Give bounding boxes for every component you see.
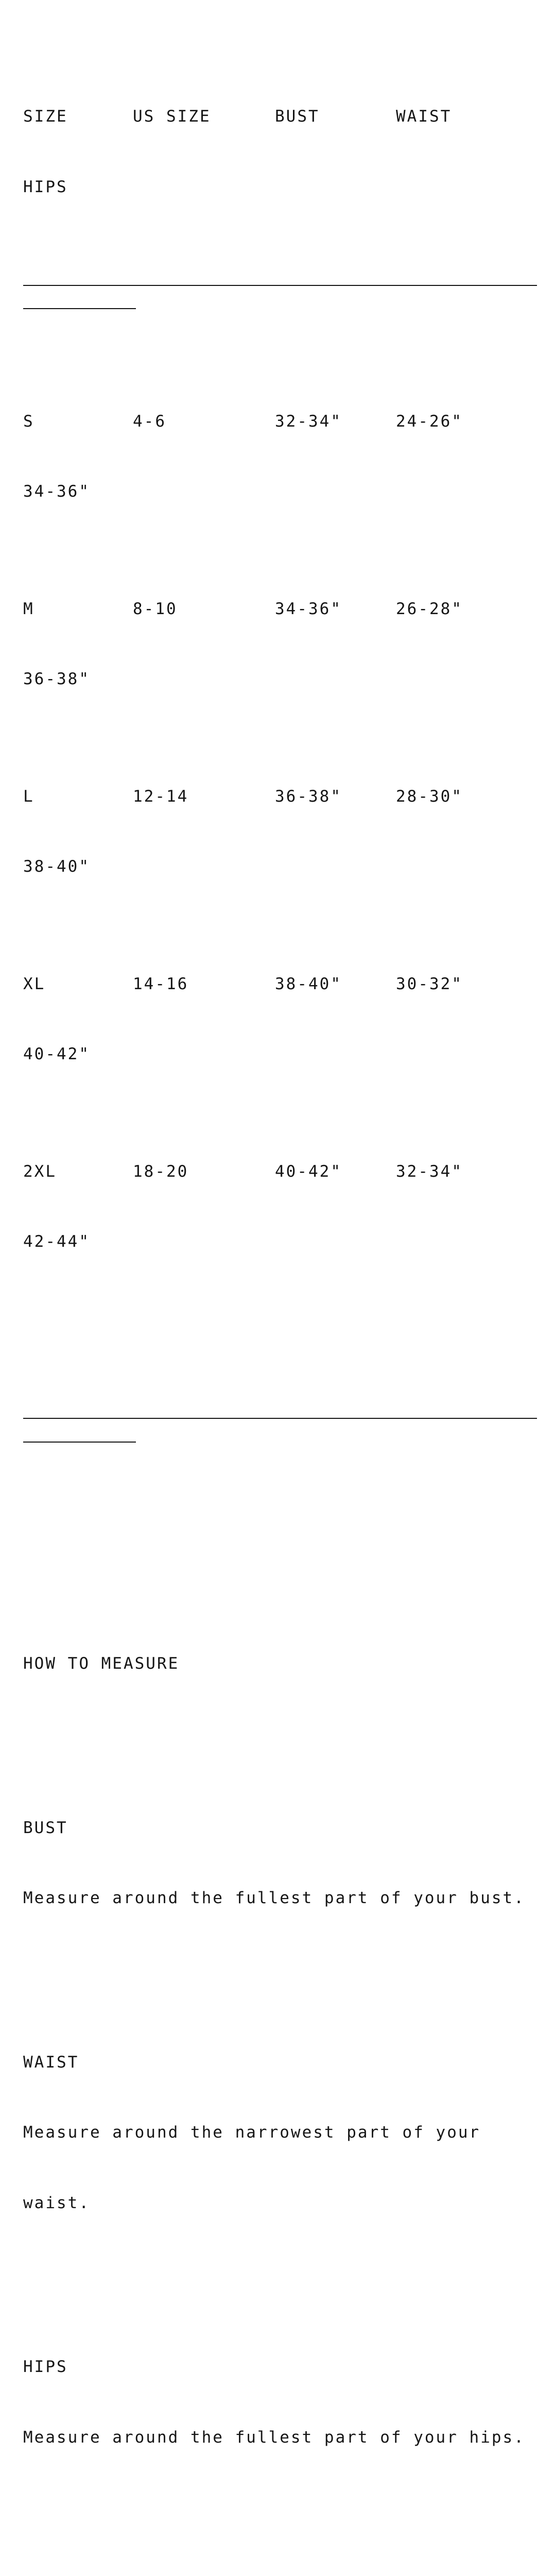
- cell-waist: 30-32": [396, 974, 463, 993]
- cell-waist: 26-28": [396, 599, 463, 618]
- spacer: [23, 1535, 538, 1559]
- cell-hips: 38-40": [23, 857, 90, 876]
- table-row: [23, 973, 538, 996]
- header-size: SIZE: [23, 107, 68, 126]
- cell-bust: 32-34": [275, 412, 342, 431]
- divider-line-long: [23, 285, 537, 286]
- spacer: [23, 2520, 538, 2544]
- cell-size: L: [23, 787, 34, 806]
- spacer: [23, 1723, 538, 1747]
- divider-line-short: [23, 308, 136, 309]
- how-to-measure-title: HOW TO MEASURE: [23, 1654, 180, 1673]
- table-row-wrap: [23, 855, 538, 879]
- header-bust: BUST: [275, 107, 320, 126]
- cell-size: XL: [23, 974, 46, 993]
- header-us-size: US SIZE: [133, 107, 211, 126]
- size-guide-document: [23, 11, 538, 2576]
- cell-bust: 36-38": [275, 787, 342, 806]
- cell-waist: 24-26": [396, 412, 463, 431]
- cell-hips: 40-42": [23, 1045, 90, 1063]
- table-row-wrap: [23, 1043, 538, 1066]
- cell-us-size: 18-20: [133, 1162, 189, 1181]
- header-waist: WAIST: [396, 107, 452, 126]
- hips-instruction: Measure around the fullest part of your hips.: [23, 2428, 525, 2447]
- cell-bust: 38-40": [275, 974, 342, 993]
- cell-us-size: 12-14: [133, 787, 189, 806]
- divider-line-short: [23, 1442, 136, 1443]
- table-row: [23, 785, 538, 809]
- cell-size: M: [23, 599, 34, 618]
- cell-us-size: 4-6: [133, 412, 166, 431]
- cell-hips: 36-38": [23, 670, 90, 688]
- waist-instruction: Measure around the narrowest part of your: [23, 2123, 481, 2142]
- header-hips: HIPS: [23, 177, 68, 196]
- table-row-wrap: [23, 668, 538, 691]
- table-row: [23, 598, 538, 621]
- divider-line-long: [23, 1418, 537, 1419]
- table-row-wrap: [23, 1230, 538, 1254]
- bust-instruction: Measure around the fullest part of your bust.: [23, 1889, 525, 1907]
- waist-label: WAIST: [23, 2053, 79, 2072]
- cell-waist: 32-34": [396, 1162, 463, 1181]
- cell-size: 2XL: [23, 1162, 57, 1181]
- bust-label: BUST: [23, 1818, 68, 1837]
- cell-us-size: 8-10: [133, 599, 178, 618]
- divider: [23, 269, 538, 316]
- hips-label: HIPS: [23, 2358, 68, 2376]
- cell-waist: 28-30": [396, 787, 463, 806]
- table-header-row-wrap: [23, 176, 538, 199]
- divider: [23, 1418, 538, 1465]
- waist-instruction-wrap: waist.: [23, 2193, 90, 2212]
- cell-bust: 40-42": [275, 1162, 342, 1181]
- cell-bust: 34-36": [275, 599, 342, 618]
- spacer: [23, 1957, 538, 1981]
- cell-hips: 42-44": [23, 1232, 90, 1251]
- cell-size: S: [23, 412, 34, 431]
- cell-us-size: 14-16: [133, 974, 189, 993]
- table-row-wrap: [23, 480, 538, 504]
- spacer: [23, 1324, 538, 1348]
- spacer: [23, 2262, 538, 2285]
- table-header-row: [23, 105, 538, 129]
- cell-hips: 34-36": [23, 482, 90, 501]
- table-row: [23, 1160, 538, 1184]
- table-row: [23, 410, 538, 434]
